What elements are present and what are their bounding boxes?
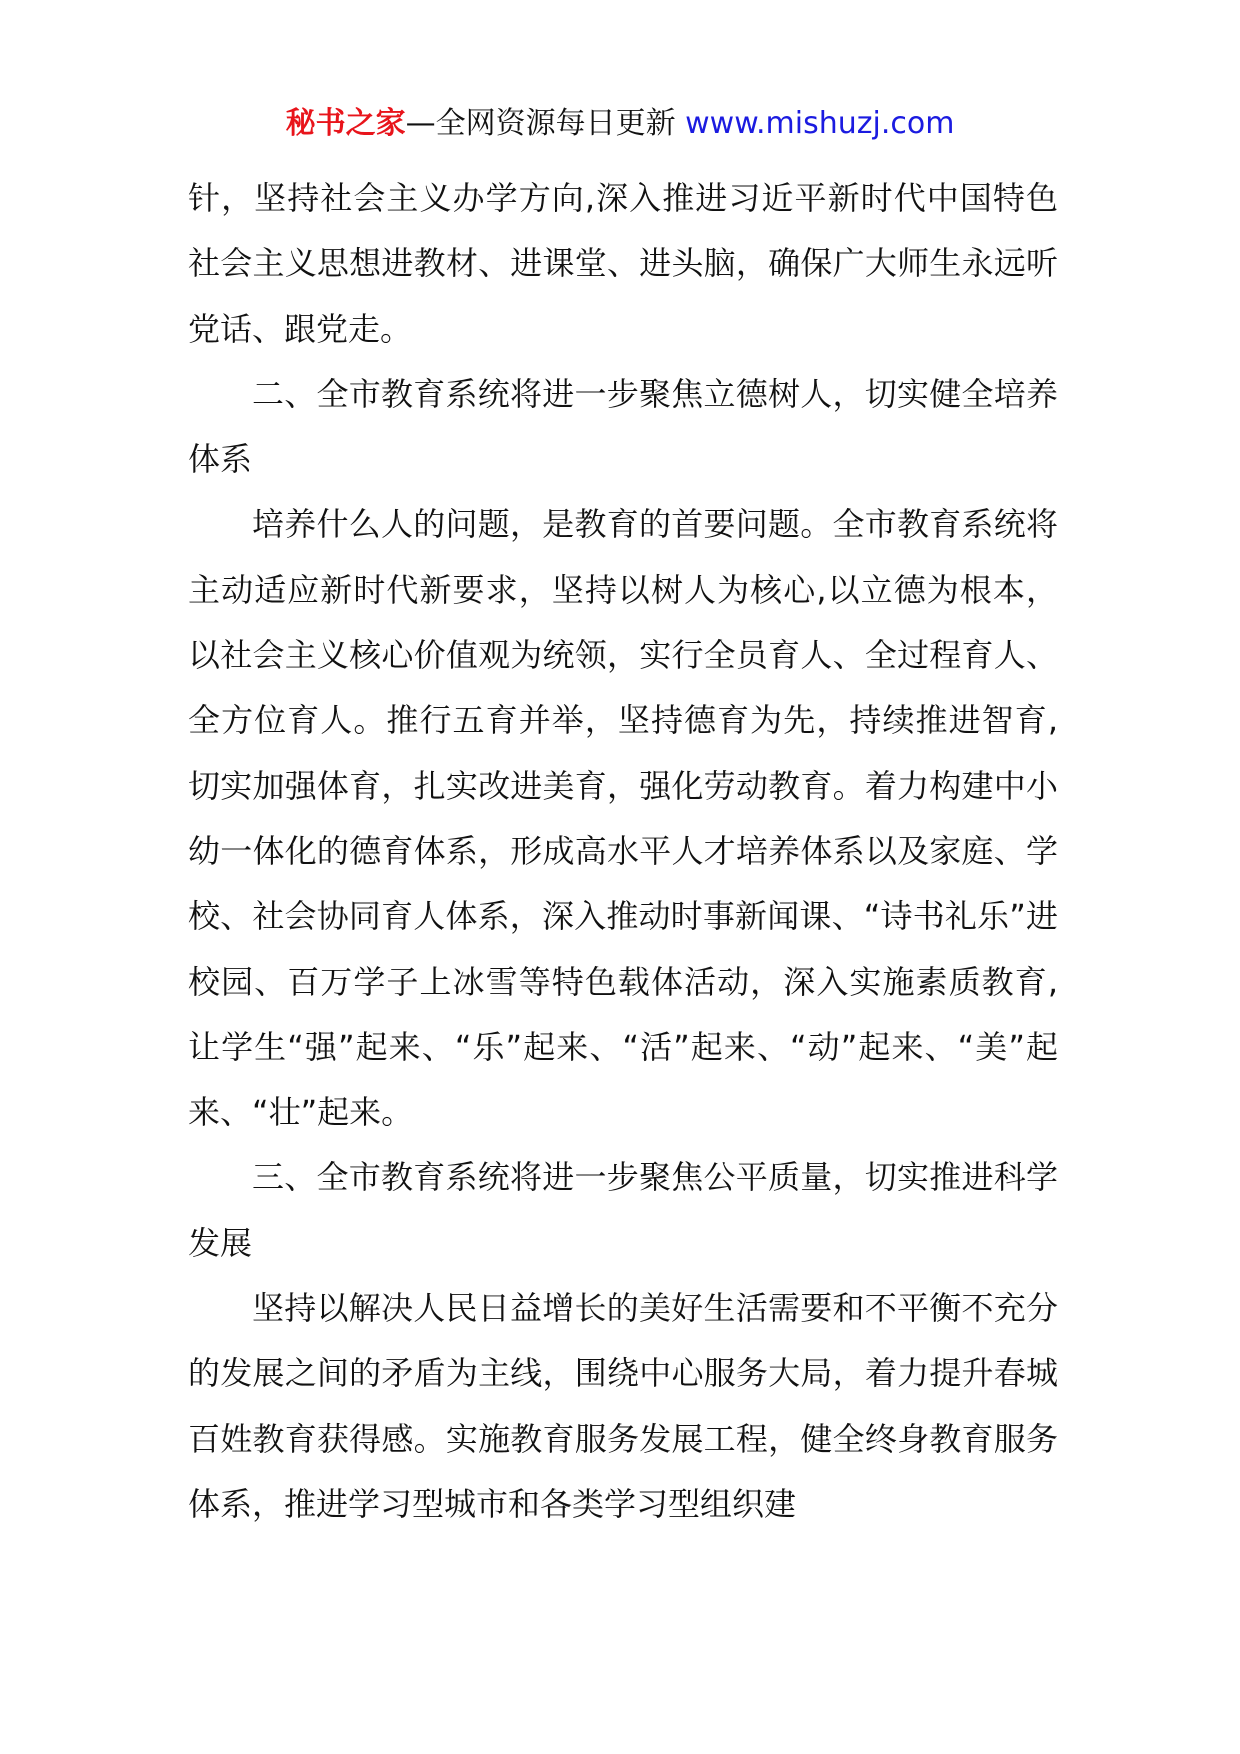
document-body bbox=[188, 166, 1058, 1537]
section-heading-2: 二、全市教育系统将进一步聚焦立德树人，切实健全培养体系 bbox=[188, 374, 1058, 479]
paragraph-section-3: 坚持以解决人民日益增长的美好生活需要和不平衡不充分的发展之间的矛盾为主线，围绕中心服务大局，着力提升春城百姓教育获得感。实施教育服务发展工程，健全终身教育服务体系，推进学习型城市和各类学习型组织建 bbox=[188, 1289, 1058, 1523]
paragraph-continued: 针，坚持社会主义办学方向,深入推进习近平新时代中国特色社会主义思想进教材、进课堂、进头脑，确保广大师生永远听党话、跟党走。 bbox=[188, 179, 1058, 348]
brand-name: 秘书之家 bbox=[285, 106, 406, 141]
section-heading-3: 三、全市教育系统将进一步聚焦公平质量，切实推进科学发展 bbox=[188, 1158, 1058, 1262]
paragraph-section-2: 培养什么人的问题，是教育的首要问题。全市教育系统将主动适应新时代新要求，坚持以树人为核心,以立德为根本，以社会主义核心价值观为统领，实行全员育人、全过程育人、全方位育人。推行五育并举，坚持德育为先，持续推进智育,切实加强体育，扎实改进美育，强化劳动教育。着力构建中小幼一体化的德育体系，形成高水平人才培养体系以及家庭、学校、社会协同育人体系，深入推动时事新闻课、“诗书礼乐”进校园、百万学子上冰雪等特色载体活动，深入实施素质教育,让学生“强”起来、“乐”起来、“活”起来、“动”起来、“美”起来、“壮”起来。 bbox=[188, 505, 1058, 1132]
header-tagline: —全网资源每日更新 bbox=[405, 106, 686, 141]
site-header bbox=[0, 102, 1240, 146]
site-url-link[interactable]: www.mishuzj.com bbox=[685, 106, 955, 141]
